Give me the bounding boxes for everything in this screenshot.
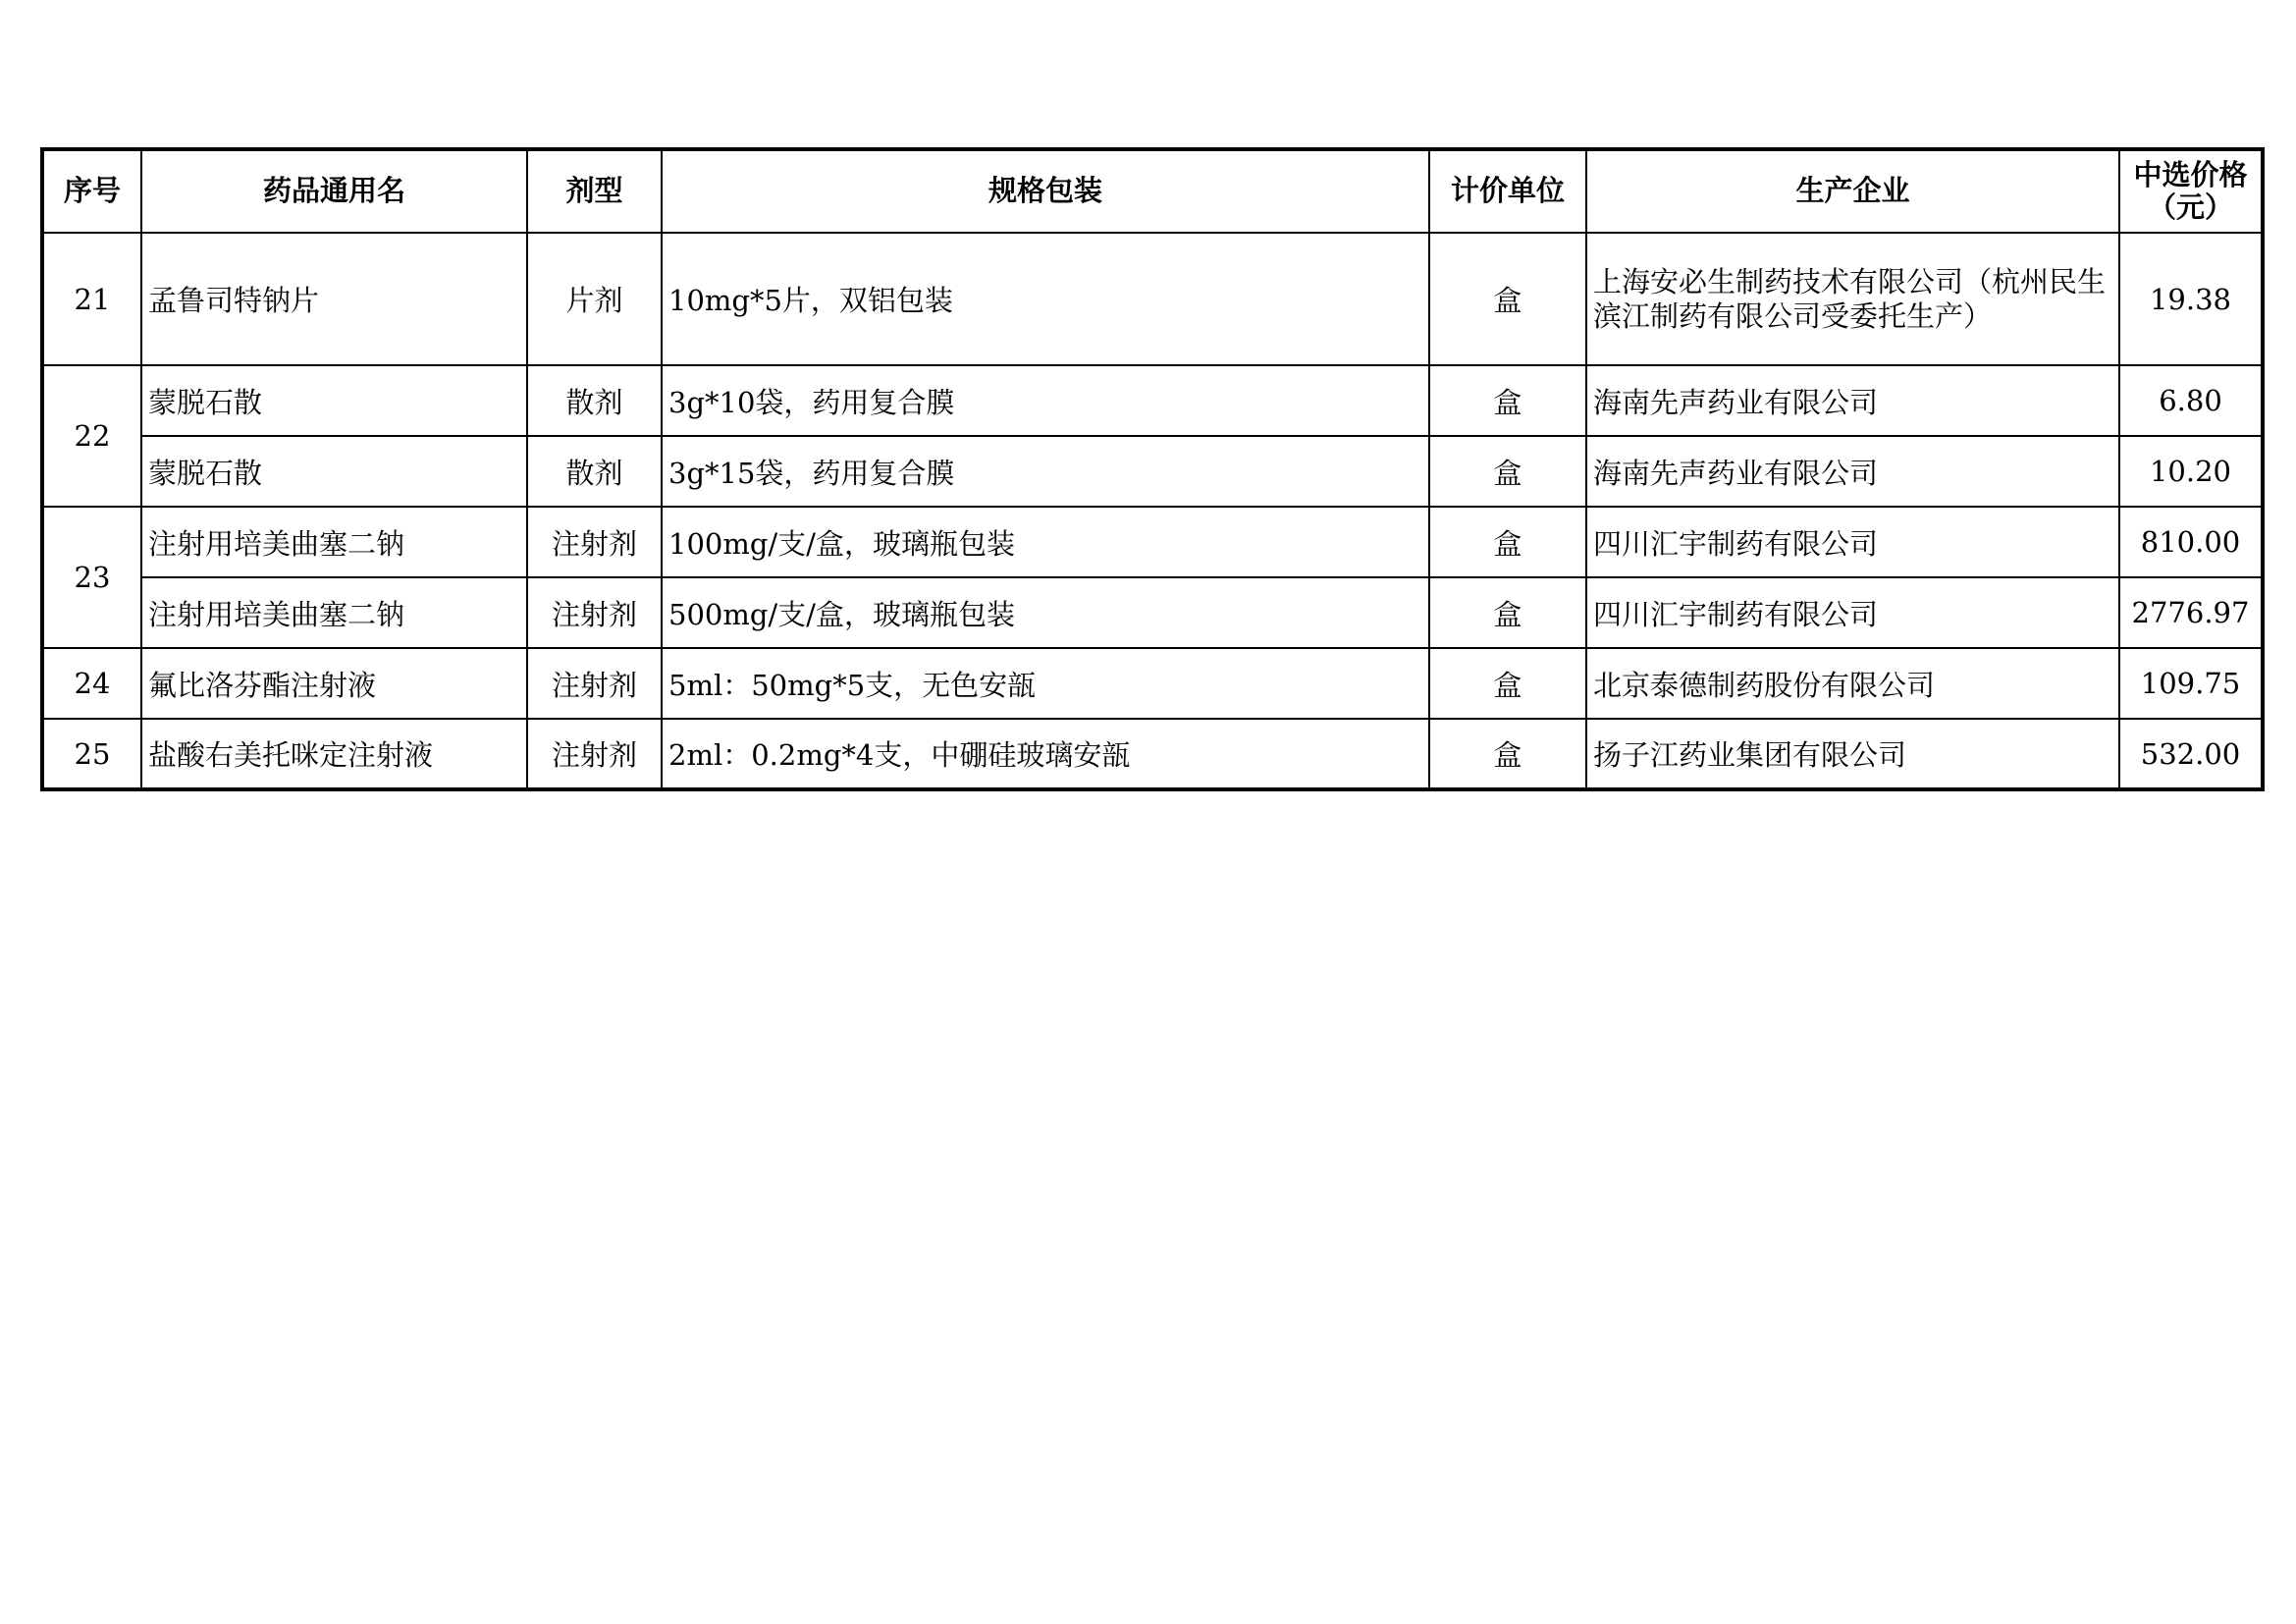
cell-seq: 21 bbox=[42, 233, 141, 365]
cell-spec-package: 100mg/支/盒，玻璃瓶包装 bbox=[662, 507, 1429, 577]
cell-spec-package: 500mg/支/盒，玻璃瓶包装 bbox=[662, 577, 1429, 648]
cell-manufacturer: 上海安必生制药技术有限公司（杭州民生滨江制药有限公司受委托生产） bbox=[1586, 233, 2119, 365]
cell-dosage-form: 注射剂 bbox=[527, 648, 662, 719]
table-row bbox=[42, 436, 2263, 507]
cell-price: 19.38 bbox=[2119, 233, 2263, 365]
cell-spec-package: 10mg*5片，双铝包装 bbox=[662, 233, 1429, 365]
header-price bbox=[2119, 149, 2263, 233]
cell-price: 2776.97 bbox=[2119, 577, 2263, 648]
table-row bbox=[42, 233, 2263, 365]
header-drug-name: 药品通用名 bbox=[141, 149, 527, 233]
cell-seq: 22 bbox=[42, 365, 141, 507]
header-row bbox=[42, 149, 2263, 233]
cell-dosage-form: 注射剂 bbox=[527, 719, 662, 789]
cell-pricing-unit: 盒 bbox=[1429, 233, 1586, 365]
header-price-label: 中选价格 bbox=[2133, 157, 2248, 191]
cell-manufacturer: 四川汇宇制药有限公司 bbox=[1586, 577, 2119, 648]
header-spec-package: 规格包装 bbox=[662, 149, 1429, 233]
table-row bbox=[42, 648, 2263, 719]
cell-manufacturer: 四川汇宇制药有限公司 bbox=[1586, 507, 2119, 577]
cell-price: 532.00 bbox=[2119, 719, 2263, 789]
cell-drug-name: 氟比洛芬酯注射液 bbox=[141, 648, 527, 719]
cell-price: 10.20 bbox=[2119, 436, 2263, 507]
cell-price: 109.75 bbox=[2119, 648, 2263, 719]
cell-pricing-unit: 盒 bbox=[1429, 365, 1586, 436]
cell-drug-name: 注射用培美曲塞二钠 bbox=[141, 577, 527, 648]
cell-manufacturer: 海南先声药业有限公司 bbox=[1586, 365, 2119, 436]
table-row bbox=[42, 719, 2263, 789]
cell-drug-name: 注射用培美曲塞二钠 bbox=[141, 507, 527, 577]
cell-price: 810.00 bbox=[2119, 507, 2263, 577]
cell-dosage-form: 片剂 bbox=[527, 233, 662, 365]
cell-drug-name: 蒙脱石散 bbox=[141, 436, 527, 507]
cell-spec-package: 5ml：50mg*5支，无色安瓿 bbox=[662, 648, 1429, 719]
cell-pricing-unit: 盒 bbox=[1429, 577, 1586, 648]
header-seq: 序号 bbox=[42, 149, 141, 233]
cell-dosage-form: 注射剂 bbox=[527, 577, 662, 648]
drug-price-table bbox=[40, 147, 2265, 791]
header-price-unit: （元） bbox=[2147, 190, 2233, 224]
header-manufacturer: 生产企业 bbox=[1586, 149, 2119, 233]
cell-drug-name: 蒙脱石散 bbox=[141, 365, 527, 436]
cell-spec-package: 3g*15袋，药用复合膜 bbox=[662, 436, 1429, 507]
cell-drug-name: 盐酸右美托咪定注射液 bbox=[141, 719, 527, 789]
cell-spec-package: 2ml：0.2mg*4支，中硼硅玻璃安瓿 bbox=[662, 719, 1429, 789]
cell-manufacturer: 北京泰德制药股份有限公司 bbox=[1586, 648, 2119, 719]
cell-manufacturer: 海南先声药业有限公司 bbox=[1586, 436, 2119, 507]
cell-pricing-unit: 盒 bbox=[1429, 436, 1586, 507]
table-row bbox=[42, 365, 2263, 436]
cell-pricing-unit: 盒 bbox=[1429, 507, 1586, 577]
cell-pricing-unit: 盒 bbox=[1429, 719, 1586, 789]
cell-pricing-unit: 盒 bbox=[1429, 648, 1586, 719]
cell-drug-name: 孟鲁司特钠片 bbox=[141, 233, 527, 365]
cell-price: 6.80 bbox=[2119, 365, 2263, 436]
cell-dosage-form: 散剂 bbox=[527, 436, 662, 507]
cell-dosage-form: 散剂 bbox=[527, 365, 662, 436]
cell-spec-package: 3g*10袋，药用复合膜 bbox=[662, 365, 1429, 436]
cell-seq: 24 bbox=[42, 648, 141, 719]
header-dosage-form: 剂型 bbox=[527, 149, 662, 233]
cell-seq: 23 bbox=[42, 507, 141, 648]
table-row bbox=[42, 577, 2263, 648]
cell-seq: 25 bbox=[42, 719, 141, 789]
cell-manufacturer: 扬子江药业集团有限公司 bbox=[1586, 719, 2119, 789]
cell-dosage-form: 注射剂 bbox=[527, 507, 662, 577]
table-row bbox=[42, 507, 2263, 577]
header-pricing-unit: 计价单位 bbox=[1429, 149, 1586, 233]
